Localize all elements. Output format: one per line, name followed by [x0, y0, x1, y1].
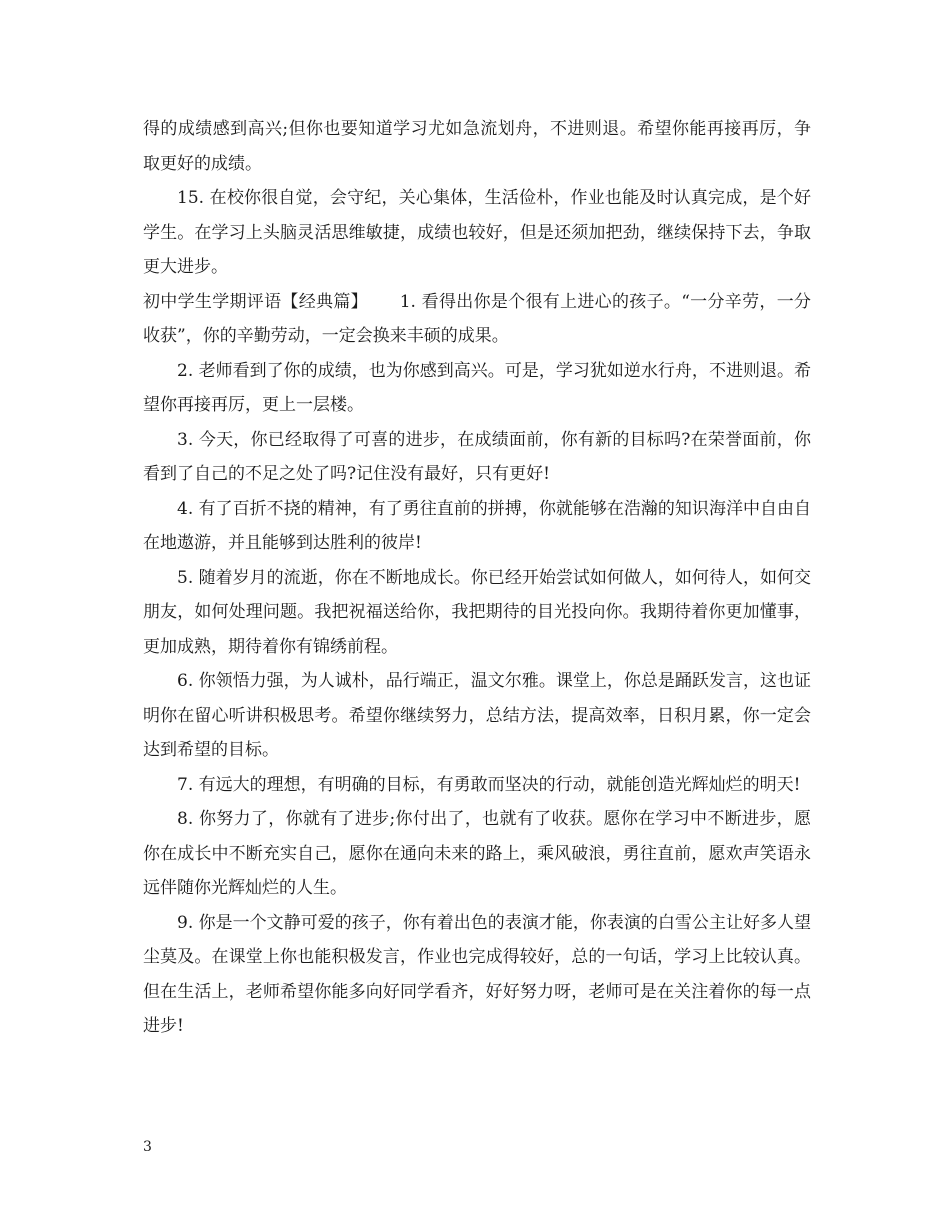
paragraph-comment-6: 6. 你领悟力强，为人诚朴，品行端正，温文尔雅。课堂上，你总是踊跃发言，这也证明你在留心听讲积极思考。希望你继续努力，总结方法，提高效率，日积月累，你一定会达到希望的目标。	[143, 671, 811, 760]
page-number: 3	[143, 1139, 152, 1155]
paragraph-comment-4: 4. 有了百折不挠的精神，有了勇往直前的拼搏，你就能够在浩瀚的知识海洋中自由自在地遨游，并且能够到达胜利的彼岸!	[143, 498, 811, 553]
paragraph-comment-5: 5. 随着岁月的流逝，你在不断地成长。你已经开始尝试如何做人，如何待人，如何交朋友，如何处理问题。我把祝福送给你，我把期待的目光投向你。我期待着你更加懂事，更加成熟，期待着你有锦绣前程。	[143, 567, 811, 657]
paragraph-comment-9: 9. 你是一个文静可爱的孩子，你有着出色的表演才能，你表演的白雪公主让好多人望尘莫及。在课堂上你也能积极发言，作业也完成得较好，总的一句话，学习上比较认真。但在生活上，老师希望你能多向好同学看齐，好好努力呀，老师可是在关注着你的每一点进步!	[143, 912, 811, 1036]
paragraph-section-heading-comment-1: 初中学生学期评语【经典篇】 1. 看得出你是个很有上进心的孩子。“一分辛劳，一分收获”，你的辛勤劳动，一定会换来丰硕的成果。	[143, 291, 811, 346]
document-body	[143, 112, 811, 1044]
paragraph-comment-2: 2. 老师看到了你的成绩，也为你感到高兴。可是，学习犹如逆水行舟，不进则退。希望你再接再厉，更上一层楼。	[143, 360, 811, 415]
paragraph-comment-7: 7. 有远大的理想，有明确的目标，有勇敢而坚决的行动，就能创造光辉灿烂的明天!	[177, 774, 801, 795]
paragraph-comment-8: 8. 你努力了，你就有了进步;你付出了，也就有了收获。愿你在学习中不断进步，愿你在成长中不断充实自己，愿你在通向未来的路上，乘风破浪，勇往直前，愿欢声笑语永远伴随你光辉灿烂的人生。	[143, 809, 811, 898]
paragraph-comment-3: 3. 今天，你已经取得了可喜的进步，在成绩面前，你有新的目标吗?在荣誉面前，你看到了自己的不足之处了吗?记住没有最好，只有更好!	[143, 429, 811, 484]
paragraph-comment-15: 15. 在校你很自觉，会守纪，关心集体，生活俭朴，作业也能及时认真完成，是个好学生。在学习上头脑灵活思维敏捷，成绩也较好，但是还须加把劲，继续保持下去，争取更大进步。	[143, 188, 811, 277]
paragraph-continuation: 得的成绩感到高兴;但你也要知道学习尤如急流划舟，不进则退。希望你能再接再厉，争取更好的成绩。	[143, 119, 811, 174]
